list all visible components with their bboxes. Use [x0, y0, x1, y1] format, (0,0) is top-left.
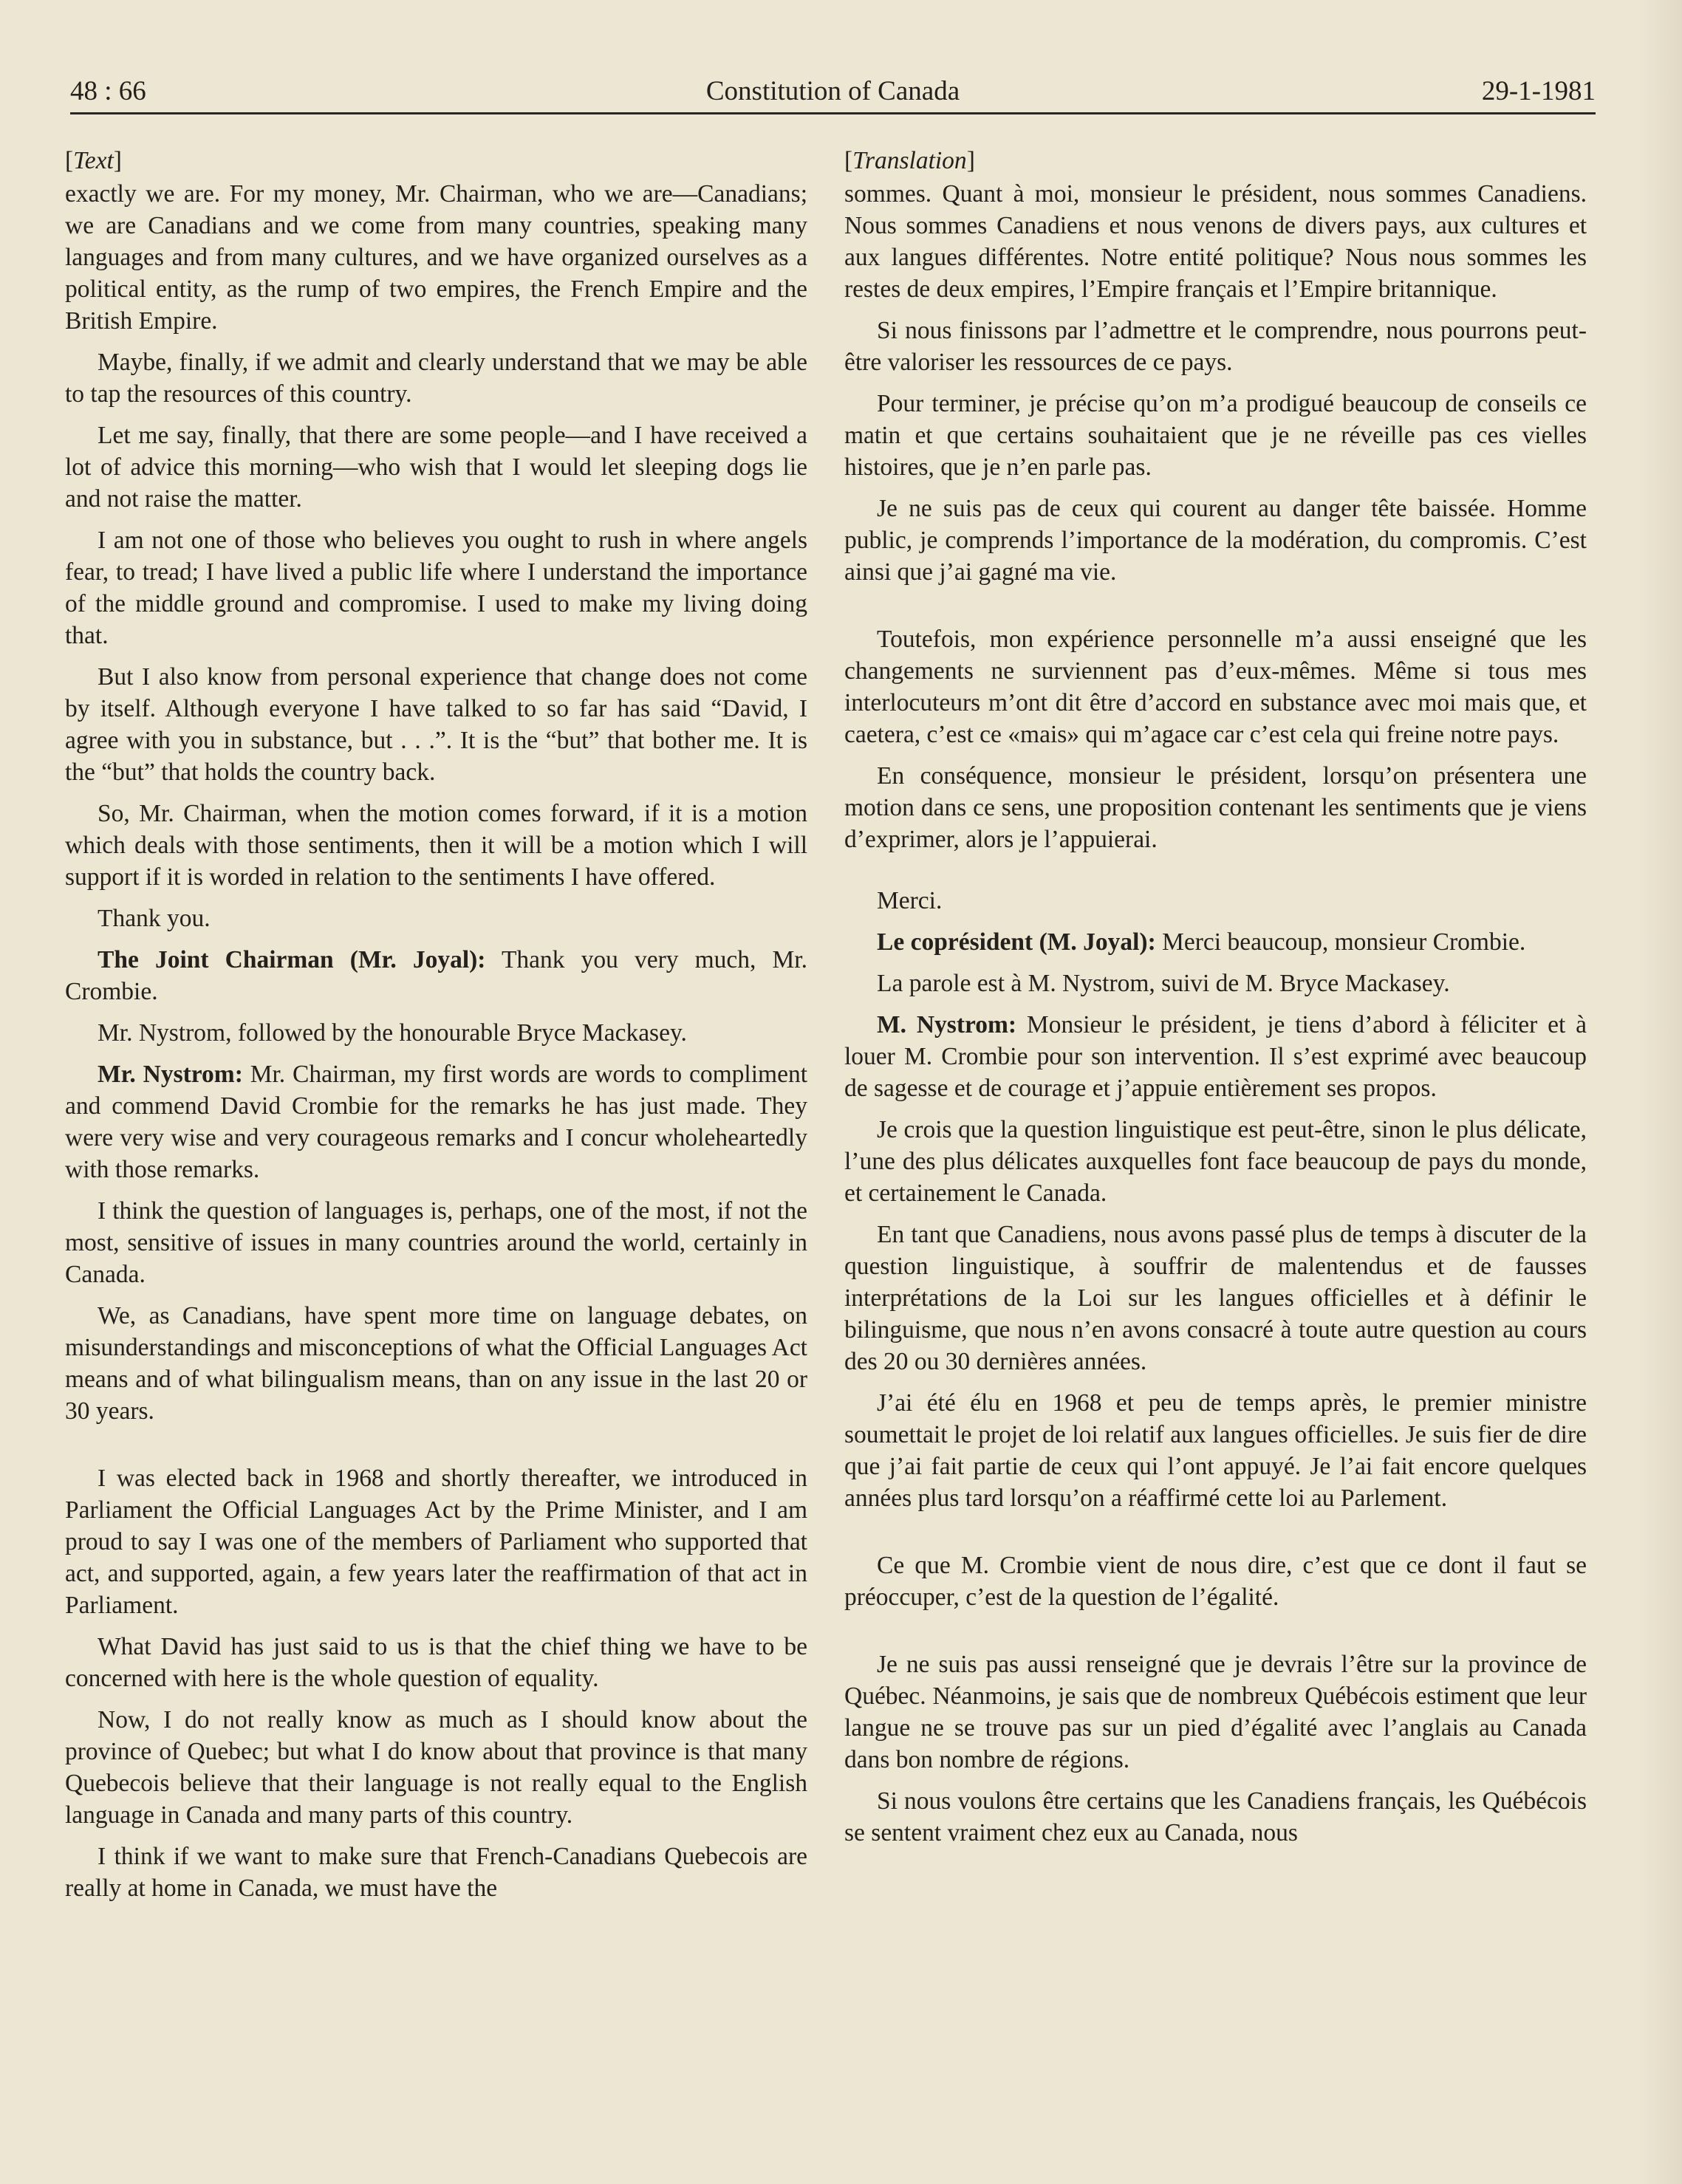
- paragraph-text: Merci beaucoup, monsieur Crombie.: [1155, 928, 1526, 956]
- paragraph: [844, 1550, 1587, 1613]
- publication-date: 29-1-1981: [1481, 76, 1596, 106]
- paragraph-text: I think if we want to make sure that French-Canadians Quebecois are really at home in Canada, we must have the: [65, 1843, 807, 1902]
- paragraph: [65, 178, 807, 337]
- speaker-name: Mr. Nystrom:: [98, 1061, 243, 1088]
- paragraph-text: Maybe, finally, if we admit and clearly understand that we may be able to tap the resources of this country.: [65, 349, 807, 408]
- header-rule: [70, 112, 1596, 114]
- paragraph: [844, 1649, 1587, 1776]
- paragraph: [844, 1114, 1587, 1209]
- paragraph: [65, 1631, 807, 1694]
- paragraph-text: I think the question of languages is, perhaps, one of the most, if not the most, sensitive of issues in many countries around the world, certainly in Canada.: [65, 1197, 807, 1288]
- paragraph-text: Si nous voulons être certains que les Canadiens français, les Québécois se sentent vraiment chez eux au Canada, nous: [844, 1787, 1587, 1846]
- label-word: Translation: [852, 147, 967, 174]
- paragraph: [65, 1195, 807, 1290]
- paragraph: [844, 623, 1587, 750]
- paragraph-text: Monsieur le président, je tiens d’abord à féliciter et à louer M. Crombie pour son intervention. Il s’est exprimé avec beaucoup de sagesse et de courage et j’appuie entièrement ses propos.: [844, 1011, 1587, 1102]
- paragraph: [65, 798, 807, 893]
- paragraph: [65, 1017, 807, 1049]
- paragraph-text: Mr. Chairman, my first words are words to compliment and commend David Crombie for the remarks he has just made. They were very wise and very courageous remarks and I concur wholeheartedly with those remarks.: [65, 1061, 807, 1183]
- paragraph-text: Toutefois, mon expérience personnelle m’a aussi enseigné que les changements ne surviennent pas d’eux-mêmes. Même si tous mes interlocuteurs m’ont dit être d’accord en substance avec moi mais que, et caetera, c’est ce «mais» qui m’agace car c’est cela qui freine notre pays.: [844, 626, 1587, 748]
- page-header: [70, 71, 1596, 112]
- paragraph-text: But I also know from personal experience that change does not come by itself. Although everyone I have talked to so far has said “David, I agree with you in substance, but . . .”. It is the “but” that bother me. It is the “but” that holds the country back.: [65, 663, 807, 786]
- paragraph: [844, 1219, 1587, 1377]
- paragraph: [65, 1300, 807, 1427]
- paragraph-text: I was elected back in 1968 and shortly thereafter, we introduced in Parliament the Official Languages Act by the Prime Minister, and I am proud to say I was one of the members of Parliament who supported that act, and supported, again, a few years later the reaffirmation of that act in Parliament.: [65, 1465, 807, 1619]
- paragraph: [844, 315, 1587, 378]
- paragraph: [844, 1785, 1587, 1849]
- paragraph-text: Je ne suis pas de ceux qui courent au danger tête baissée. Homme public, je comprends l’importance de la modération, du compromis. C’est ainsi que j’ai gagné ma vie.: [844, 495, 1587, 586]
- paragraph-text: What David has just said to us is that the chief thing we have to be concerned with here is the whole question of equality.: [65, 1633, 807, 1692]
- label-bracket-open: [: [844, 147, 853, 174]
- paragraph-text: Merci.: [877, 887, 943, 914]
- paragraph-text: Thank you very much, Mr. Crombie.: [65, 946, 807, 1005]
- paragraph-text: J’ai été élu en 1968 et peu de temps après, le premier ministre soumettait le projet de loi relatif aux langues officielles. Je suis fier de dire que j’ai fait partie de ceux qui l’ont appuyé. Je l’ai fait encore quelques années plus tard lorsqu’on a réaffirmé cette loi au Parlement.: [844, 1389, 1587, 1512]
- paragraph: [65, 1704, 807, 1831]
- speaker-name: Le coprésident (M. Joyal):: [877, 928, 1156, 956]
- paragraph-text: I am not one of those who believes you ought to rush in where angels fear, to tread; I have lived a public life where I understand the importance of the middle ground and compromise. I used to make my living doing that.: [65, 527, 807, 649]
- publication-title: Constitution of Canada: [705, 76, 960, 106]
- paragraph-text: Pour terminer, je précise qu’on m’a prodigué beaucoup de conseils ce matin et que certains souhaitaient que je ne réveille pas ces vielles histoires, que je n’en parle pas.: [844, 390, 1587, 481]
- paragraph-text: Je crois que la question linguistique est peut-être, sinon le plus délicate, l’une des plus délicates auxquelles font face beaucoup de pays du monde, et certainement le Canada.: [844, 1116, 1587, 1207]
- paragraph: [844, 178, 1587, 305]
- paragraph-text: La parole est à M. Nystrom, suivi de M. Bryce Mackasey.: [877, 970, 1450, 997]
- paragraph-text: Now, I do not really know as much as I should know about the province of Quebec; but what I do know about that province is that many Quebecois believe that their language is not really equal to the English language in Canada and many parts of this country.: [65, 1706, 807, 1829]
- paragraph: [844, 968, 1587, 999]
- paragraph: [844, 885, 1587, 917]
- paragraph-text: Si nous finissons par l’admettre et le comprendre, nous pourrons peut-être valoriser les ressources de ce pays.: [844, 317, 1587, 376]
- paragraph-text: We, as Canadians, have spent more time on language debates, on misunderstandings and misconceptions of what the Official Languages Act means and of what bilingualism means, than on any issue in the last 20 or 30 years.: [65, 1302, 807, 1425]
- paragraph-text: Mr. Nystrom, followed by the honourable Bryce Mackasey.: [98, 1019, 687, 1047]
- paragraph: [65, 661, 807, 788]
- english-column: [65, 145, 807, 2036]
- french-column: [844, 145, 1587, 2036]
- label-bracket-close: ]: [966, 147, 975, 174]
- speaker-name: M. Nystrom:: [877, 1011, 1017, 1038]
- page-edge-shadow: [1638, 0, 1682, 2184]
- paragraph: [844, 388, 1587, 483]
- paragraph: [65, 420, 807, 515]
- paragraph: [65, 1462, 807, 1621]
- paragraph-text: Ce que M. Crombie vient de nous dire, c’est que ce dont il faut se préoccuper, c’est de la question de l’égalité.: [844, 1552, 1587, 1611]
- column-label-translation: [844, 145, 1587, 177]
- column-label-text: [65, 145, 807, 177]
- label-word: Text: [73, 147, 114, 174]
- page-number: 48 : 66: [70, 76, 146, 106]
- paragraph: [65, 346, 807, 410]
- speaker-name: The Joint Chairman (Mr. Joyal):: [98, 946, 486, 973]
- paragraph-text: exactly we are. For my money, Mr. Chairman, who we are—Canadians; we are Canadians and we come from many countries, speaking many languages and from many cultures, and we have organized ourselves as a political entity, as the rump of two empires, the French Empire and the British Empire.: [65, 180, 807, 335]
- paragraph: [844, 493, 1587, 588]
- paragraph: [65, 944, 807, 1007]
- paragraph: [844, 1009, 1587, 1104]
- paragraph: [65, 903, 807, 934]
- paragraph: [65, 1841, 807, 1904]
- label-bracket-open: [: [65, 147, 74, 174]
- paragraph: [844, 926, 1587, 958]
- paragraph-text: En conséquence, monsieur le président, lorsqu’on présentera une motion dans ce sens, une proposition contenant les sentiments que je viens d’exprimer, alors je l’appuierai.: [844, 762, 1587, 853]
- paragraph-text: sommes. Quant à moi, monsieur le président, nous sommes Canadiens. Nous sommes Canadiens et nous venons de divers pays, aux cultures et aux langues différentes. Notre entité politique? Nous nous sommes les restes de deux empires, l’Empire français et l’Empire britannique.: [844, 180, 1587, 303]
- paragraph: [65, 524, 807, 651]
- paragraph-text: Let me say, finally, that there are some people—and I have received a lot of advice this morning—who wish that I would let sleeping dogs lie and not raise the matter.: [65, 422, 807, 513]
- paragraph-text: Thank you.: [98, 905, 211, 932]
- label-bracket-close: ]: [113, 147, 122, 174]
- paragraph-text: Je ne suis pas aussi renseigné que je devrais l’être sur la province de Québec. Néanmoins, je sais que de nombreux Québécois estiment que leur langue ne se trouve pas sur un pied d’égalité avec l’anglais au Canada dans bon nombre de régions.: [844, 1651, 1587, 1773]
- paragraph: [65, 1058, 807, 1185]
- paragraph: [844, 760, 1587, 855]
- paragraph: [844, 1387, 1587, 1514]
- paragraph-text: So, Mr. Chairman, when the motion comes forward, if it is a motion which deals with those sentiments, then it will be a motion which I will support if it is worded in relation to the sentiments I have offered.: [65, 800, 807, 891]
- paragraph-text: En tant que Canadiens, nous avons passé plus de temps à discuter de la question linguistique, à souffrir de malentendus et de fausses interprétations de la Loi sur les langues officielles et à définir le bilinguisme, que nous n’en avons consacré à toute autre question au cours des 20 ou 30 dernières années.: [844, 1221, 1587, 1375]
